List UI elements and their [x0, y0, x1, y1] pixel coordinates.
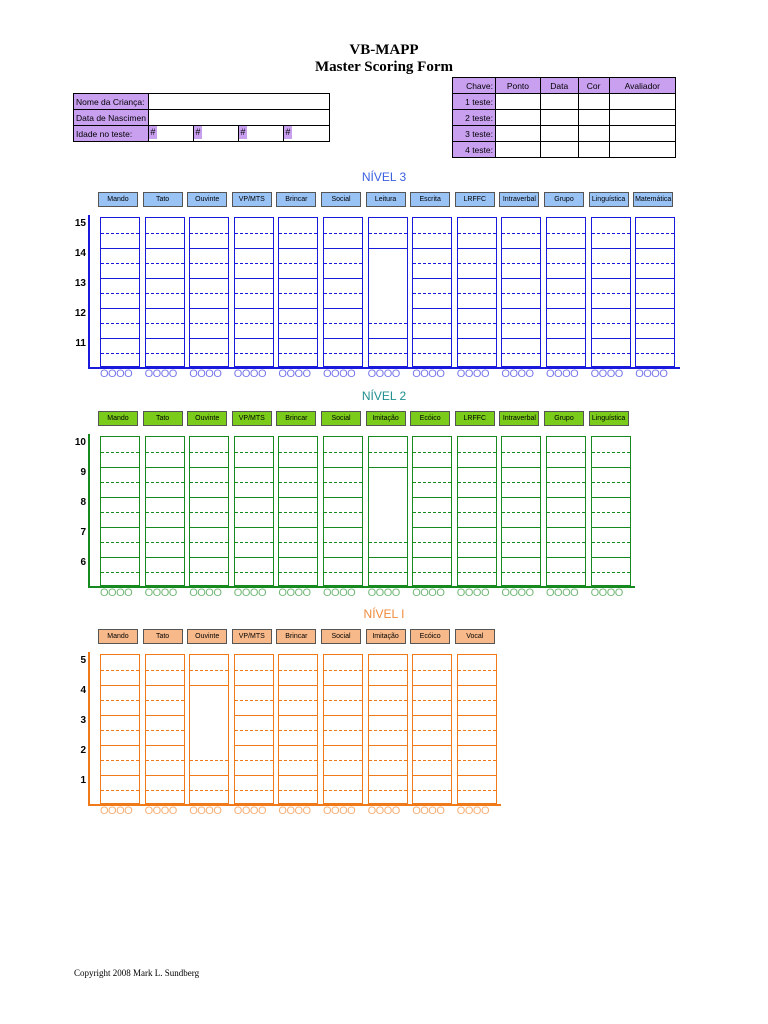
birth-date-label: Data de Nascimen: [74, 110, 149, 126]
score-circles[interactable]: OOOO: [412, 368, 445, 380]
key-cell[interactable]: [540, 126, 578, 142]
key-cell[interactable]: [496, 142, 541, 158]
score-circles[interactable]: OOOO: [144, 805, 177, 817]
key-header-avaliador: Avaliador: [609, 78, 675, 94]
score-column[interactable]: [234, 436, 274, 586]
score-column[interactable]: [100, 436, 140, 586]
key-cell[interactable]: [609, 126, 675, 142]
score-column[interactable]: [278, 436, 318, 586]
score-circles[interactable]: OOOO: [456, 805, 490, 817]
score-circles[interactable]: OOOO: [412, 587, 445, 599]
score-column[interactable]: [145, 217, 185, 367]
score-column[interactable]: [323, 654, 363, 804]
key-header-ponto: Ponto: [496, 78, 541, 94]
column-header: Mando: [98, 192, 138, 207]
score-circles[interactable]: OOOO: [189, 368, 222, 380]
key-cell[interactable]: [609, 142, 675, 158]
score-column[interactable]: [234, 654, 274, 804]
score-circles[interactable]: OOOO: [100, 368, 133, 380]
score-circles[interactable]: OOOO: [233, 368, 267, 380]
score-column[interactable]: [368, 436, 408, 586]
score-column[interactable]: [100, 654, 140, 804]
column-header: Vocal: [455, 629, 495, 644]
column-header: Tato: [143, 629, 183, 644]
score-column[interactable]: [591, 436, 631, 586]
score-circles[interactable]: OOOO: [501, 368, 534, 380]
y-axis: [88, 434, 90, 586]
score-column[interactable]: [189, 654, 229, 804]
column-header: Ouvinte: [187, 192, 227, 207]
key-cell[interactable]: [540, 142, 578, 158]
column-header: LRFFC: [455, 411, 495, 426]
score-column[interactable]: [501, 436, 541, 586]
score-circles[interactable]: OOOO: [412, 805, 445, 817]
key-cell[interactable]: [578, 126, 609, 142]
column-header: Linguística: [589, 192, 629, 207]
column-header: Brincar: [276, 411, 316, 426]
score-circles[interactable]: OOOO: [546, 587, 579, 599]
score-column[interactable]: [591, 217, 631, 367]
column-header: Mando: [98, 411, 138, 426]
milestone-number: 1: [80, 775, 86, 786]
score-column[interactable]: [278, 217, 318, 367]
column-header: Grupo: [544, 411, 584, 426]
key-cell[interactable]: [540, 94, 578, 110]
key-cell[interactable]: [578, 94, 609, 110]
birth-date-field[interactable]: [148, 110, 329, 126]
score-circles[interactable]: OOOO: [189, 587, 222, 599]
score-column[interactable]: [368, 217, 408, 367]
column-header: Escrita: [410, 192, 450, 207]
score-circles[interactable]: OOOO: [144, 368, 177, 380]
score-column[interactable]: [412, 654, 452, 804]
score-circles[interactable]: OOOO: [546, 368, 579, 380]
form-subtitle: Master Scoring Form: [314, 59, 454, 75]
score-column[interactable]: [412, 436, 452, 586]
column-header: Grupo: [544, 192, 584, 207]
milestone-number: 4: [80, 685, 86, 696]
age-mark-2: #: [195, 127, 201, 137]
score-column[interactable]: [457, 217, 497, 367]
x-axis: [88, 367, 680, 369]
column-header: Imitação: [366, 411, 406, 426]
column-header: Ecóico: [410, 411, 450, 426]
milestone-number: 13: [74, 278, 86, 289]
score-circles[interactable]: OOOO: [501, 587, 534, 599]
column-header: VP/MTS: [232, 411, 272, 426]
milestone-number: 6: [80, 557, 86, 568]
milestone-number: 7: [80, 527, 86, 538]
score-column[interactable]: [323, 436, 363, 586]
score-circles[interactable]: OOOO: [100, 587, 133, 599]
child-info-table: [73, 93, 330, 142]
column-header: Social: [321, 192, 361, 207]
score-column[interactable]: [635, 217, 675, 367]
column-header: Intraverbal: [499, 192, 539, 207]
column-header: Tato: [143, 411, 183, 426]
key-table: [452, 77, 676, 158]
score-circles[interactable]: OOOO: [278, 805, 311, 817]
copyright-text: Copyright 2008 Mark L. Sundberg: [74, 968, 200, 978]
column-header: Brincar: [276, 629, 316, 644]
column-header: Tato: [143, 192, 183, 207]
score-column[interactable]: [145, 436, 185, 586]
key-cell[interactable]: [609, 94, 675, 110]
age-mark-4: #: [285, 127, 291, 137]
child-name-field[interactable]: [148, 94, 329, 110]
child-name-label: Nome da Criança:: [74, 94, 149, 110]
score-column[interactable]: [278, 654, 318, 804]
milestone-number: 8: [80, 497, 86, 508]
score-column[interactable]: [546, 217, 586, 367]
score-circles[interactable]: OOOO: [323, 805, 356, 817]
score-circles[interactable]: OOOO: [233, 805, 267, 817]
age-fields[interactable]: [148, 126, 329, 142]
column-header: VP/MTS: [232, 629, 272, 644]
column-header: LRFFC: [455, 192, 495, 207]
score-circles[interactable]: OOOO: [323, 587, 356, 599]
y-axis: [88, 652, 90, 804]
level-title: NÍVEL I: [363, 607, 405, 621]
x-axis: [88, 804, 501, 806]
score-column[interactable]: [189, 436, 229, 586]
y-axis: [88, 215, 90, 367]
column-header: Social: [321, 411, 361, 426]
key-cell[interactable]: [496, 126, 541, 142]
milestone-number: 11: [75, 338, 86, 349]
key-row-label: 4 teste:: [453, 142, 496, 158]
key-row-label: 2 teste:: [453, 110, 496, 126]
key-row-label: 1 teste:: [453, 94, 496, 110]
level-title: NÍVEL 3: [361, 170, 407, 184]
milestone-number: 10: [74, 437, 86, 448]
milestone-number: 15: [74, 218, 86, 229]
milestone-number: 3: [80, 715, 86, 726]
score-column[interactable]: [323, 217, 363, 367]
score-column[interactable]: [457, 654, 497, 804]
column-header: Ouvinte: [187, 629, 227, 644]
score-circles[interactable]: OOOO: [456, 368, 490, 380]
score-circles[interactable]: OOOO: [590, 587, 623, 599]
score-column[interactable]: [368, 654, 408, 804]
score-circles[interactable]: OOOO: [144, 587, 177, 599]
key-header-chave: Chave:: [453, 78, 496, 94]
score-circles[interactable]: OOOO: [456, 587, 490, 599]
column-header: Brincar: [276, 192, 316, 207]
milestone-number: 14: [74, 248, 86, 259]
level-title: NÍVEL 2: [361, 389, 407, 403]
score-column[interactable]: [457, 436, 497, 586]
score-column[interactable]: [412, 217, 452, 367]
age-mark-3: #: [240, 127, 246, 137]
score-column[interactable]: [145, 654, 185, 804]
score-column[interactable]: [501, 217, 541, 367]
score-circles[interactable]: OOOO: [367, 368, 400, 380]
key-cell[interactable]: [540, 110, 578, 126]
column-header: Matemática: [633, 192, 673, 207]
key-row-label: 3 teste:: [453, 126, 496, 142]
age-mark-1: #: [150, 127, 156, 137]
key-cell[interactable]: [496, 110, 541, 126]
score-circles[interactable]: OOOO: [635, 368, 668, 380]
column-header: Linguística: [589, 411, 629, 426]
column-header: Mando: [98, 629, 138, 644]
milestone-number: 12: [74, 308, 86, 319]
column-header: Ecóico: [410, 629, 450, 644]
column-header: VP/MTS: [232, 192, 272, 207]
score-circles[interactable]: OOOO: [323, 368, 356, 380]
key-header-cor: Cor: [578, 78, 609, 94]
score-circles[interactable]: OOOO: [367, 587, 400, 599]
score-column[interactable]: [546, 436, 586, 586]
key-cell[interactable]: [496, 94, 541, 110]
milestone-number: 2: [80, 745, 86, 756]
milestone-number: 5: [80, 655, 86, 666]
milestone-number: 9: [80, 467, 86, 478]
score-circles[interactable]: OOOO: [189, 805, 222, 817]
score-circles[interactable]: OOOO: [590, 368, 623, 380]
score-circles[interactable]: OOOO: [278, 587, 311, 599]
column-header: Ouvinte: [187, 411, 227, 426]
score-circles[interactable]: OOOO: [100, 805, 133, 817]
score-column[interactable]: [189, 217, 229, 367]
score-circles[interactable]: OOOO: [367, 805, 400, 817]
score-column[interactable]: [234, 217, 274, 367]
score-circles[interactable]: OOOO: [278, 368, 311, 380]
key-cell[interactable]: [609, 110, 675, 126]
key-cell[interactable]: [578, 142, 609, 158]
key-header-data: Data: [540, 78, 578, 94]
column-header: Leitura: [366, 192, 406, 207]
score-column[interactable]: [100, 217, 140, 367]
score-circles[interactable]: OOOO: [233, 587, 267, 599]
column-header: Intraverbal: [499, 411, 539, 426]
x-axis: [88, 586, 635, 588]
column-header: Social: [321, 629, 361, 644]
key-cell[interactable]: [578, 110, 609, 126]
column-header: Imitação: [366, 629, 406, 644]
age-label: Idade no teste:: [74, 126, 149, 142]
form-title: VB-MAPP: [349, 42, 419, 58]
